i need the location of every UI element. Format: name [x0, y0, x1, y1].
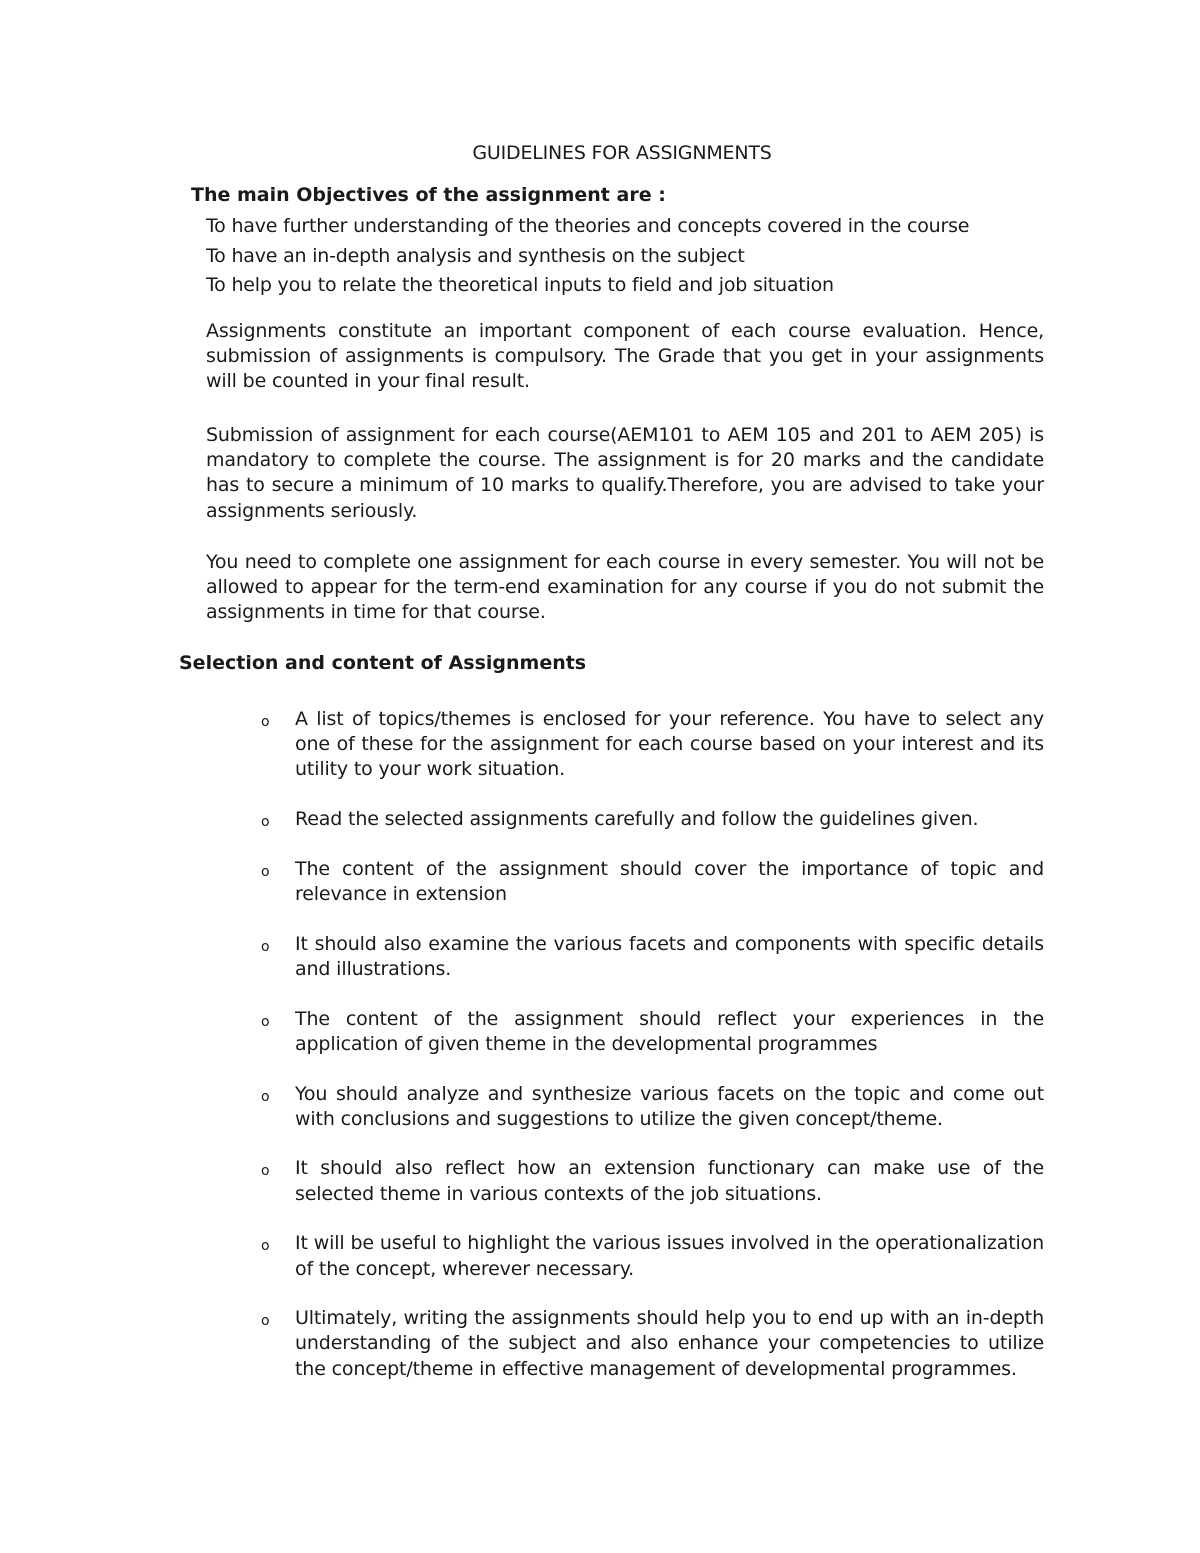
paragraph-semester-requirement: You need to complete one assignment for each course in every semester. You will not be allowed to appear for the term-end examination for any course if you do not submit the assignments in time for that course. — [206, 551, 1044, 624]
list-item — [0, 1306, 1044, 1382]
bullet-marker: o — [261, 1313, 270, 1330]
objective-item: To help you to relate the theoretical inputs to field and job situation — [206, 274, 834, 296]
bullet-text: A list of topics/themes is enclosed for your reference. You have to select any one of these for the assignment for each course based on your interest and its utility to your work situation. — [295, 708, 1044, 781]
bullet-text: You should analyze and synthesize various facets on the topic and come out with conclusions and suggestions to utilize the given concept/theme. — [295, 1082, 1044, 1130]
bullet-text: The content of the assignment should cover the importance of topic and relevance in extension — [295, 857, 1044, 906]
list-item — [0, 807, 1044, 832]
bullet-marker: o — [261, 1238, 270, 1255]
bullet-marker: o — [261, 814, 270, 831]
bullet-marker: o — [261, 1013, 270, 1030]
list-item — [0, 857, 1044, 907]
paragraph-submission-rules: Submission of assignment for each course(AEM101 to AEM 105 and 201 to AEM 205) is mandatory to complete the course. The assignment is for 20 marks and the candidate has to secure a minimum of 10 marks to qualify.Therefore, you are advised to take your assignments seriously. — [206, 424, 1044, 522]
selection-heading: Selection and content of Assignments — [179, 652, 587, 674]
objectives-heading: The main Objectives of the assignment are : — [191, 184, 666, 206]
bullet-text: Ultimately, writing the assignments should help you to end up with an in-depth understanding of the subject and also enhance your competencies to utilize the concept/theme in effective management of developmental programmes. — [295, 1307, 1044, 1380]
bullet-marker: o — [261, 1163, 270, 1180]
objective-item: To have further understanding of the theories and concepts covered in the course — [206, 215, 970, 237]
guidelines-bullet-list — [0, 707, 1200, 1406]
bullet-marker: o — [261, 938, 270, 955]
bullet-text: It should also examine the various facets and components with specific details and illustrations. — [295, 932, 1044, 980]
paragraph-assignments-importance: Assignments constitute an important component of each course evaluation. Hence, submission of assignments is compulsory. The Grade that you get in your assignments will be counted in your final result. — [206, 320, 1044, 393]
bullet-marker: o — [261, 1088, 270, 1105]
list-item — [0, 1156, 1044, 1206]
list-item — [0, 1082, 1044, 1132]
page-title: GUIDELINES FOR ASSIGNMENTS — [472, 142, 772, 164]
bullet-marker: o — [261, 863, 270, 880]
bullet-text: It should also reflect how an extension functionary can make use of the selected theme in various contexts of the job situations. — [295, 1157, 1044, 1205]
objective-item: To have an in-depth analysis and synthesis on the subject — [206, 244, 745, 267]
bullet-text: Read the selected assignments carefully and follow the guidelines given. — [295, 808, 979, 831]
list-item — [0, 1007, 1044, 1057]
bullet-marker: o — [261, 714, 270, 730]
list-item — [0, 932, 1044, 982]
bullet-text: The content of the assignment should reflect your experiences in the application of given theme in the developmental programmes — [295, 1007, 1044, 1055]
objectives-list — [206, 212, 969, 301]
bullet-text: It will be useful to highlight the various issues involved in the operationalization of the concept, wherever necessary. — [295, 1232, 1044, 1280]
list-item — [0, 1231, 1044, 1281]
list-item — [0, 707, 1044, 783]
